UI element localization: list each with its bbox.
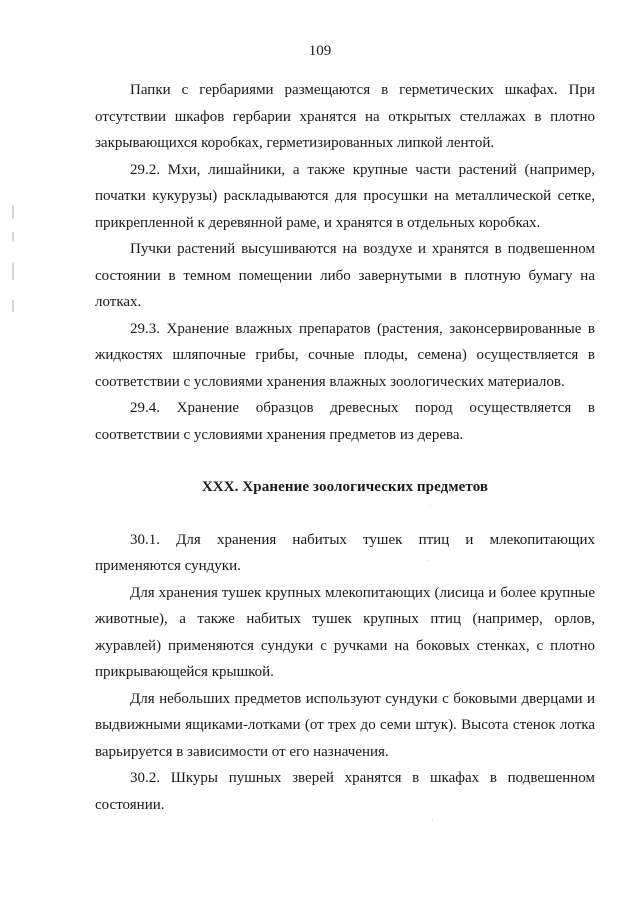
page-number: 109 [308, 43, 332, 59]
scan-artifact [12, 300, 14, 312]
paragraph: Для хранения тушек крупных млекопитающих (лисица и более крупные животные), а также набитых тушек крупных птиц (например, орлов, журавлей) применяются сундуки с ручками на боковых стенках, с плотно прикрывающейся крышкой. [95, 584, 595, 680]
section-spacer [95, 501, 595, 527]
paragraph: Пучки растений высушиваются на воздухе и хранятся в подвешенном состоянии в темном помещении либо завернутыми в плотную бумагу на лотках. [95, 241, 595, 310]
document-body [95, 77, 595, 818]
scan-artifact [12, 262, 14, 280]
scan-artifact [12, 232, 14, 242]
paragraph: 29.2. Мхи, лишайники, а также крупные части растений (например, початки кукурузы) раскладываются для просушки на металлической сетке, прикрепленной к деревянной раме, и хранятся в отдельных коробках. [95, 161, 595, 231]
scan-artifact [432, 820, 433, 821]
paragraph: Папки с гербариями размещаются в герметических шкафах. При отсутствии шкафов гербарии хранятся на открытых стеллажах в плотно закрывающихся коробках, герметизированных липкой лентой. [95, 82, 595, 151]
scan-artifact [12, 205, 14, 219]
paragraph: 29.4. Хранение образцов древесных пород осуществляется в соответствии с условиями хранения предметов из дерева. [95, 400, 595, 443]
paragraph: 29.3. Хранение влажных препаратов (растения, законсервированные в жидкостях шляпочные грибы, сочные плоды, семена) осуществляется в соответствии с условиями хранения влажных зоологических материалов. [95, 320, 595, 390]
paragraph: 30.2. Шкуры пушных зверей хранятся в шкафах в подвешенном состоянии. [95, 770, 595, 813]
section-spacer [95, 448, 595, 474]
paragraph: Для небольших предметов используют сундуки с боковыми дверцами и выдвижными ящиками-лотками (от трех до семи штук). Высота стенок лотка варьируется в зависимости от его назначения. [95, 690, 595, 760]
paragraph: 30.1. Для хранения набитых тушек птиц и млекопитающих применяются сундуки. [95, 531, 595, 574]
section-heading: XXX. Хранение зоологических предметов [201, 479, 489, 495]
